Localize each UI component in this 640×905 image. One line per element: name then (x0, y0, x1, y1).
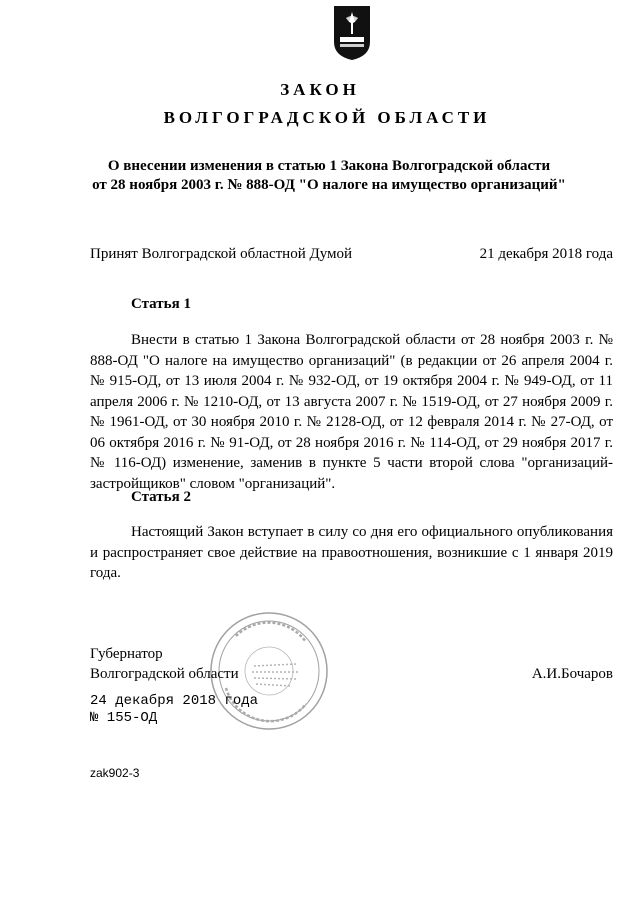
law-region-title: ВОЛГОГРАДСКОЙ ОБЛАСТИ (163, 108, 491, 127)
article-2-heading: Статья 2 (131, 489, 191, 505)
adoption-text: Принят Волгоградской областной Думой (90, 246, 353, 262)
adoption-date: 21 декабря 2018 года (479, 246, 613, 262)
law-subtitle-line2: от 28 ноября 2003 г. № 888-ОД "О налоге на имущество организаций" (92, 177, 566, 193)
signer-name: А.И.Бочаров (531, 666, 613, 682)
article-1-heading: Статья 1 (131, 296, 191, 312)
registration-number: № 155-ОД (90, 710, 158, 726)
signer-position-line1: Губернатор (90, 646, 163, 662)
article-1-text: Внести в статью 1 Закона Волгоградской области от 28 ноября 2003 г. № 888-ОД "О налоге на имущество организаций" (в редакции от 26 апреля 2004 г. № 915-ОД, от 13 июля 2004 г. № 932-ОД, от 19 октября 2004 г. № 949-ОД, от 11 апреля 2006 г. № 1210-ОД, от 13 августа 2007 г. № 1519-ОД, от 27 ноября 2009 г. № 1961-ОД, от 30 ноября 2010 г. № 2128-ОД, от 12 февраля 2014 г. № 27-ОД, от 06 октября 2016 г. № 91-ОД, от 28 ноября 2016 г. № 114-ОД, от 29 ноября 2017 г. № 116-ОД) изменение, заменив в пункте 5 части второй слова "организаций-застройщиков" словом "организаций". (90, 332, 613, 492)
law-subtitle-line1: О внесении изменения в статью 1 Закона Волгоградской области (107, 158, 551, 174)
coat-of-arms-icon (332, 4, 372, 62)
law-subtitle (0, 157, 640, 195)
law-title: ЗАКОН (280, 80, 360, 99)
signer-position-line2: Волгоградской области (90, 666, 239, 682)
document-reference-code: zak902-3 (90, 766, 140, 780)
registration-date: 24 декабря 2018 года (90, 693, 259, 709)
article-2-text: Настоящий Закон вступает в силу со дня его официального опубликования и распространяет свое действие на правоотношения, возникшие с 1 января 2019 года. (90, 524, 613, 581)
